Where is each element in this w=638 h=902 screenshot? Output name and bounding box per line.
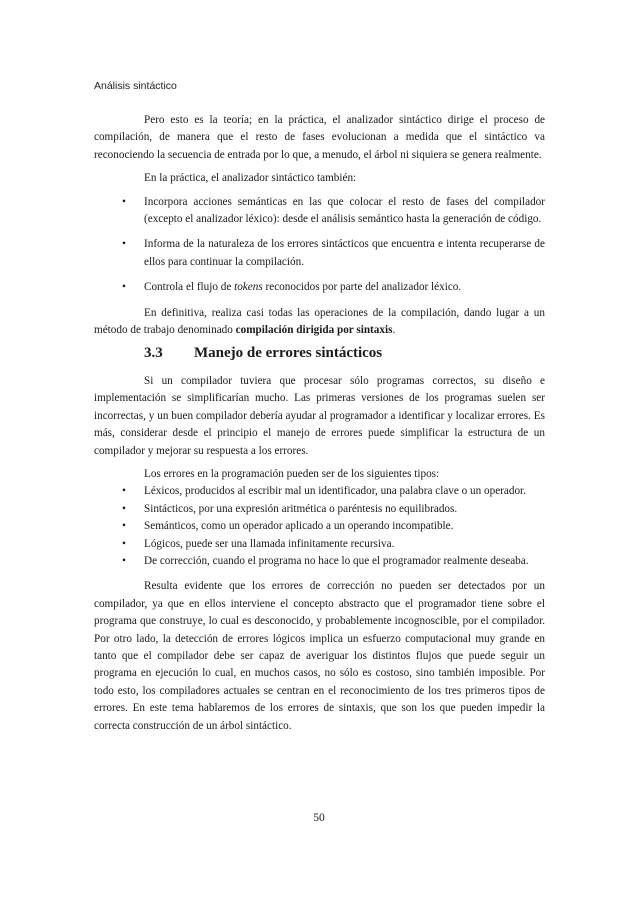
list-item-text: Semánticos, como un operador aplicado a un operando incompatible.: [144, 520, 454, 533]
page-body: [94, 112, 545, 741]
paragraph-text: .: [392, 324, 396, 337]
paragraph: Los errores en la programación pueden ser de los siguientes tipos:: [144, 467, 440, 480]
paragraph: [94, 305, 545, 340]
list-item: [94, 553, 545, 570]
bullet-icon: •: [122, 238, 126, 251]
list-item: [94, 518, 545, 535]
list-item: [94, 501, 545, 518]
list-item: [94, 279, 545, 296]
paragraph-text: En definitiva, realiza casi todas las operaciones de la compilación, dando lugar a un método de trabajo denominado: [94, 306, 545, 337]
section-heading: [94, 345, 545, 362]
list-item: [94, 236, 545, 271]
paragraph: Pero esto es la teoría; en la práctica, el analizador sintáctico dirige el proceso de compilación, de manera que el resto de fases evolucionan a medida que el sintáctico va reconociendo la secuencia de entrada por lo que, a menudo, el árbol ni siquiera se genera realmente.: [94, 114, 545, 161]
list-item-text: Sintácticos, por una expresión aritmética o paréntesis no equilibrados.: [144, 502, 458, 515]
bullet-icon: •: [122, 520, 126, 533]
bullet-icon: •: [122, 195, 126, 208]
bullet-icon: •: [122, 502, 126, 515]
page-number: 50: [313, 812, 325, 824]
list-item-text: Controla el flujo de: [144, 281, 235, 294]
bold-term: compilación dirigida por sintaxis: [235, 324, 393, 337]
paragraph: Resulta evidente que los errores de corrección no pueden ser detectados por un compilador, ya que en ellos interviene el concepto abstracto que el programador tiene sobre el programa que construye, lo cual es desconocido, y probablemente incognoscible, por el compilador. Por otro lado, la detección de errores lógicos implica un esfuerzo computacional muy grande en tanto que el compilador debe ser capaz de averiguar los distintos flujos que puede seguir un programa en ejecución lo cual, en muchos casos, no sólo es costoso, sino también imposible. Por todo esto, los compiladores actuales se centran en el reconocimiento de los tres primeros tipos de errores. En este tema hablaremos de los errores de sintaxis, que son los que pueden impedir la correcta construcción de un árbol sintáctico.: [94, 580, 545, 732]
bullet-list: [94, 483, 545, 570]
emphasis-text: tokens: [234, 281, 263, 294]
list-item: [94, 194, 545, 229]
list-item-text: Incorpora acciones semánticas en las que colocar el resto de fases del compilador (excepto el analizador léxico): desde el análisis semántico hasta la generación de código.: [144, 195, 545, 226]
list-item: [94, 536, 545, 553]
section-title: Manejo de errores sintácticos: [194, 345, 383, 362]
bullet-icon: •: [122, 281, 126, 294]
list-item-text: Léxicos, producidos al escribir mal un identificador, una palabra clave o un operador.: [144, 485, 526, 498]
running-header: Análisis sintáctico: [94, 80, 177, 92]
section-number: 3.3: [144, 345, 163, 362]
paragraph: En la práctica, el analizador sintáctico también:: [144, 172, 357, 185]
list-item: [94, 483, 545, 500]
bullet-icon: •: [122, 485, 126, 498]
bullet-icon: •: [122, 554, 126, 567]
list-item-text: Informa de la naturaleza de los errores sintácticos que encuentra e intenta recuperarse de ellos para continuar la compilación.: [144, 238, 545, 268]
bullet-icon: •: [122, 537, 126, 550]
bullet-list: [94, 194, 545, 297]
list-item-text: Lógicos, puede ser una llamada infinitamente recursiva.: [144, 537, 395, 550]
list-item-text: De corrección, cuando el programa no hace lo que el programador realmente deseaba.: [144, 554, 529, 567]
list-item-text: reconocidos por parte del analizador léxico.: [262, 281, 462, 294]
paragraph: Si un compilador tuviera que procesar sólo programas correctos, su diseño e implementación se simplificarían mucho. Las primeras versiones de los programas suelen ser incorrectas, y un buen compilador debería ayudar al programador a identificar y localizar errores. Es más, considerar desde el principio el manejo de errores puede simplificar la estructura de un compilador y mejorar su respuesta a los errores.: [94, 374, 545, 457]
